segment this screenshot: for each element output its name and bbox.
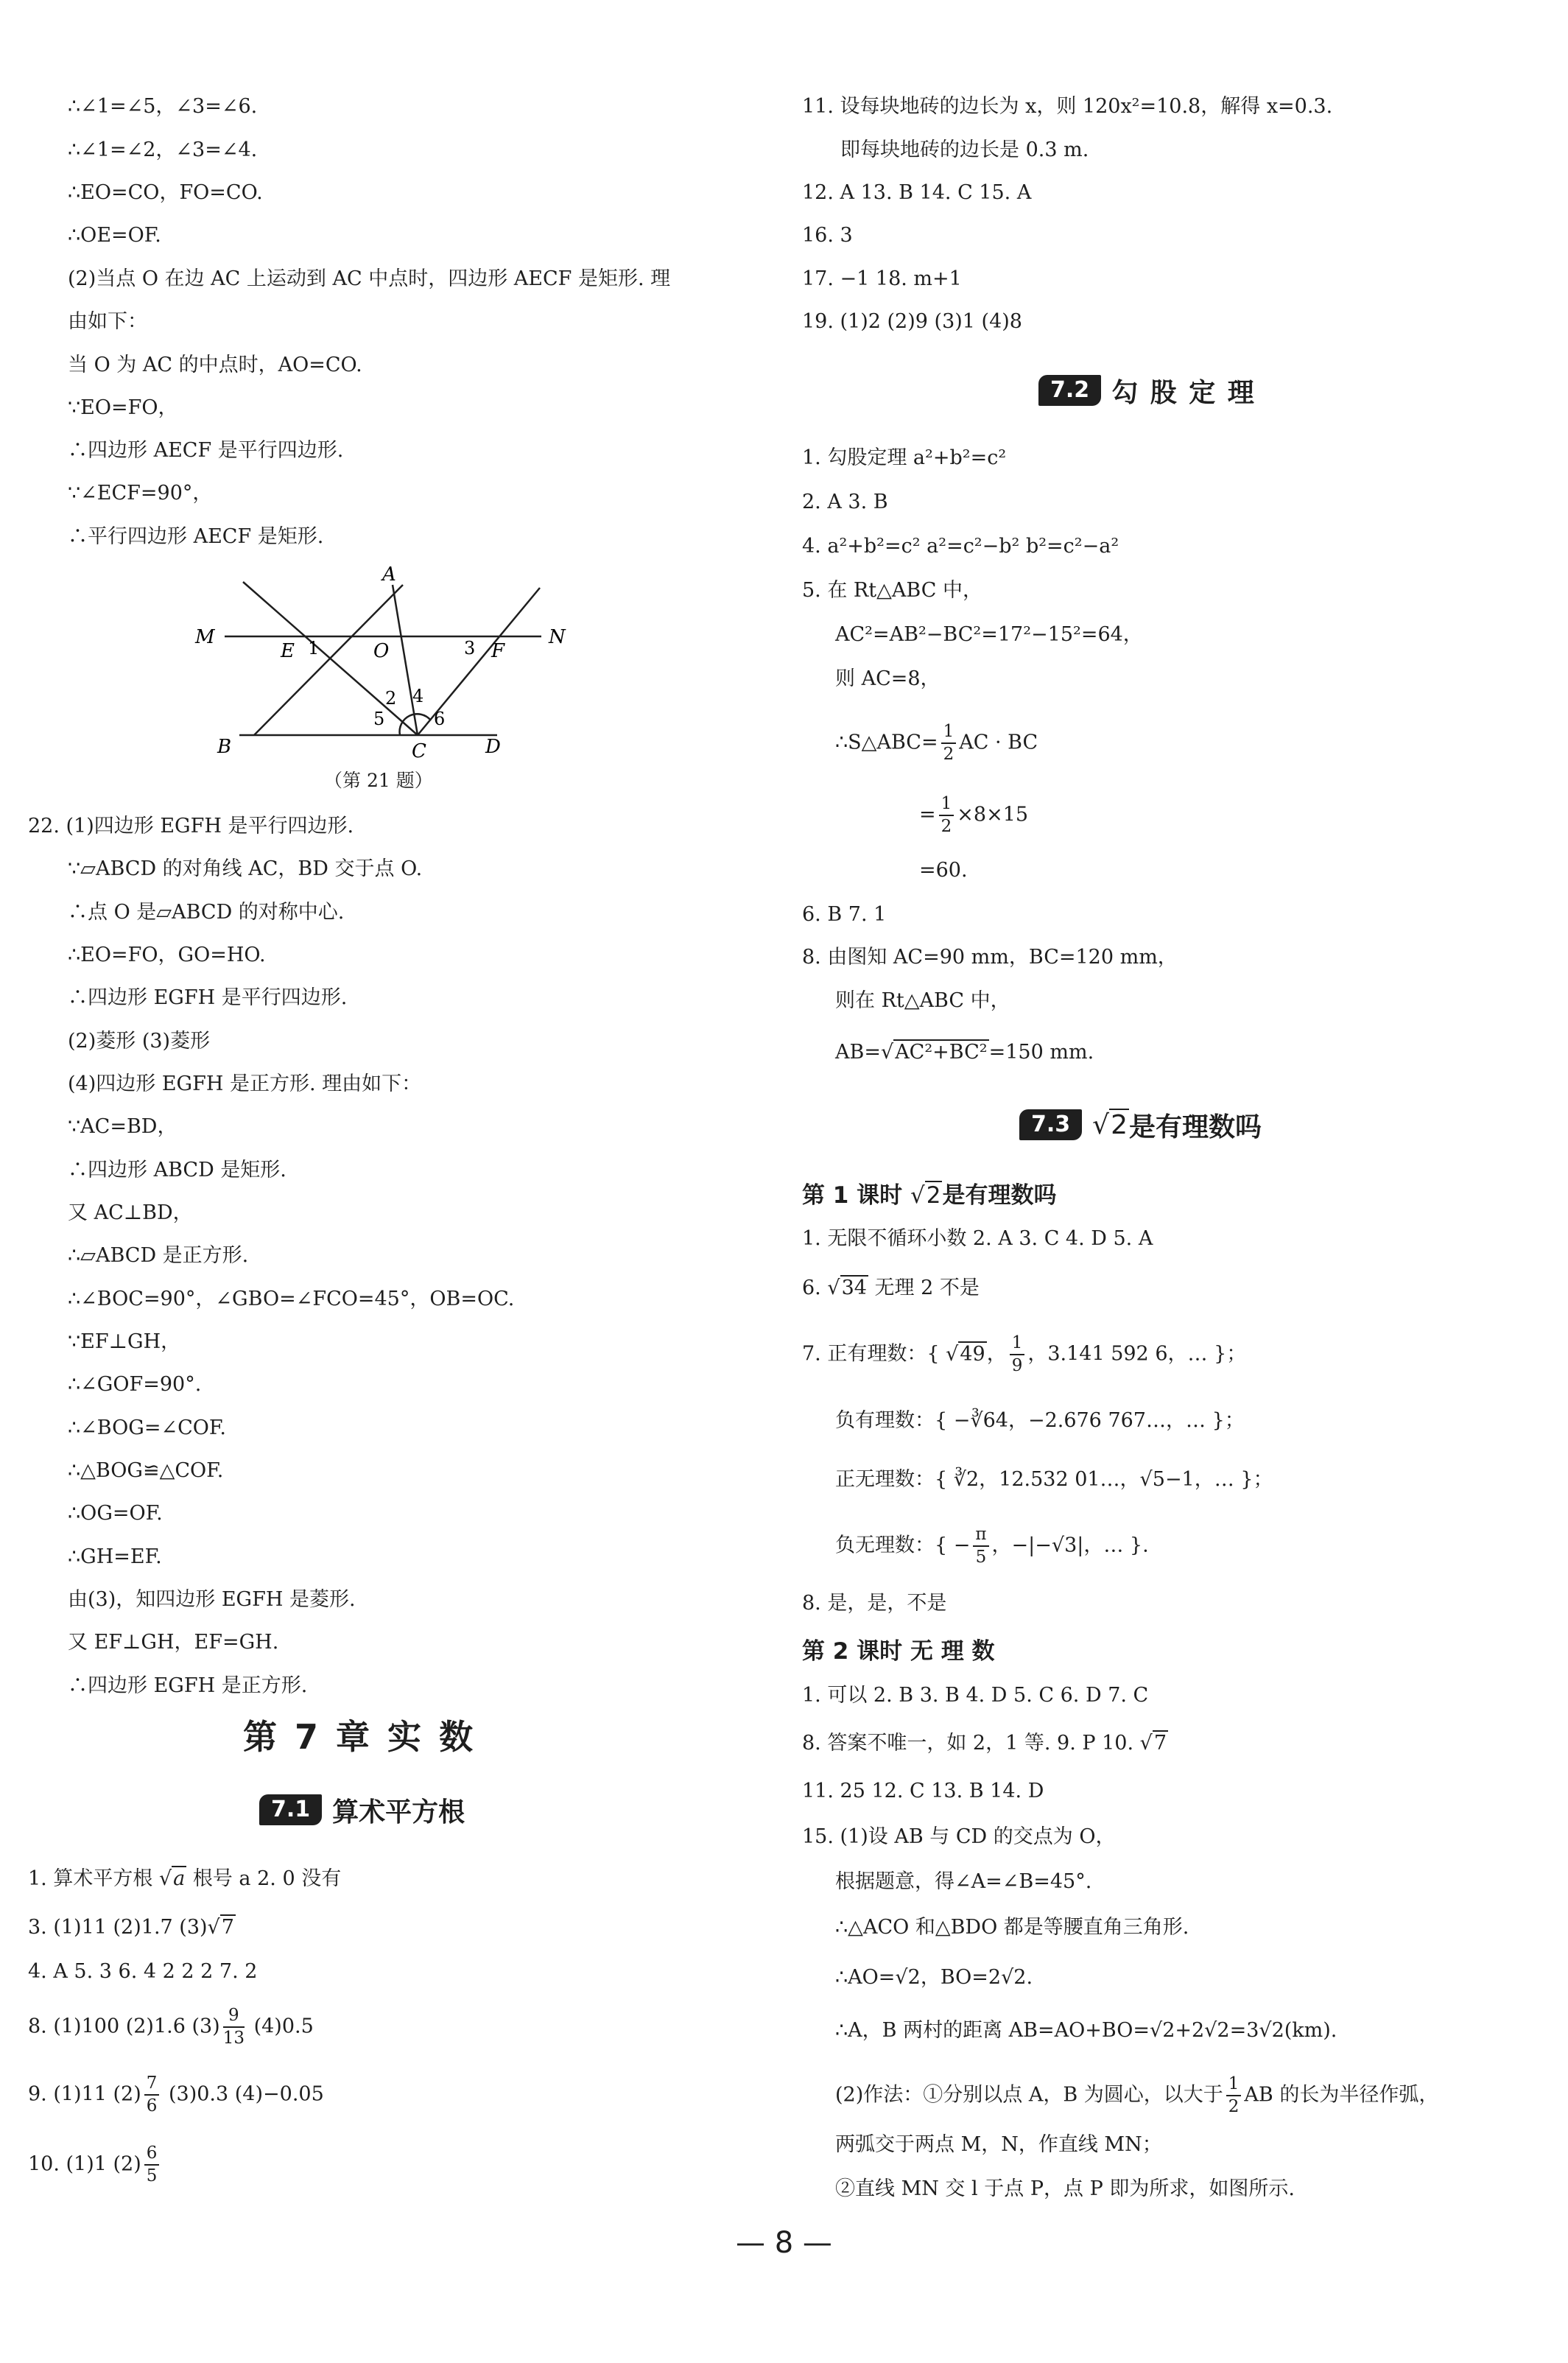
text-line: 8. 由图知 AC=90 mm，BC=120 mm， (802, 946, 1178, 969)
text-part: (4)0.5 (247, 2015, 314, 2038)
section-heading-7-3 (1019, 1106, 1262, 1143)
text-line: 16. 3 (802, 224, 853, 247)
page-number: — 8 — (736, 2226, 832, 2260)
sqrt-expression: √2 (1092, 1109, 1128, 1140)
denominator: 5 (975, 1548, 987, 1567)
numerator: 1 (939, 796, 954, 816)
text-line: 1. 可以 2. B 3. B 4. D 5. C 6. D 7. C (802, 1684, 1149, 1707)
text-part: 8. (1)100 (2)1.6 (3) (28, 2015, 220, 2038)
numerator: π (973, 1526, 988, 1547)
label-e: E (281, 640, 295, 662)
fraction (973, 1526, 988, 1566)
denominator: 6 (146, 2096, 158, 2116)
fraction (223, 2007, 245, 2047)
text-part: 3. (1)11 (2)1.7 (3) (28, 1916, 208, 1939)
text-line: ∴OG=OF. (68, 1502, 163, 1525)
fraction (144, 2145, 160, 2185)
text-part: { (927, 1342, 946, 1366)
sqrt-expression: √34 (827, 1277, 867, 1299)
label-o: O (373, 640, 390, 662)
text-line: ∵EO=FO， (68, 396, 178, 419)
answer-line (28, 2007, 314, 2047)
text-line: (2)菱形 (3)菱形 (68, 1030, 211, 1053)
denominator: 9 (1011, 1356, 1023, 1375)
numerator: 1 (1010, 1335, 1025, 1355)
text-line: 12. A 13. B 14. C 15. A (802, 181, 1032, 204)
section-heading-7-1 (259, 1791, 465, 1828)
text-line: ∴GH=EF. (68, 1545, 162, 1568)
text-part: 1. 算术平方根 (28, 1867, 159, 1890)
geometry-figure-21 (188, 560, 586, 762)
section-badge: 7.1 (259, 1794, 322, 1825)
text-part: 7. 正有理数： (802, 1342, 927, 1366)
text-part: =150 mm. (988, 1041, 1094, 1064)
text-line: ∴点 O 是▱ABCD 的对称中心. (68, 901, 345, 924)
text-line: ∴AO=√2，BO=2√2. (835, 1966, 1033, 1989)
text-line: ∴∠BOG=∠COF. (68, 1416, 226, 1439)
text-line: ∴四边形 EGFH 是正方形. (68, 1674, 308, 1697)
area-formula (835, 723, 1038, 763)
text-line: ∴△ACO 和△BDO 都是等腰直角三角形. (835, 1916, 1189, 1939)
text-part: ，−|−√3|，… }. (991, 1534, 1149, 1557)
text-line: 根据题意，得∠A=∠B=45°. (835, 1870, 1092, 1893)
sqrt-expression: √49 (946, 1342, 985, 1366)
radicand: a (173, 1867, 186, 1890)
text-part: 6. (802, 1277, 828, 1299)
answer-line (28, 1867, 341, 1892)
text-line: ∴∠1=∠5，∠3=∠6. (68, 95, 258, 118)
text-line: ∴▱ABCD 是正方形. (68, 1244, 249, 1267)
text-line: ∴四边形 AECF 是平行四边形. (68, 439, 344, 462)
lesson-heading-1 (802, 1181, 1056, 1210)
numerator: 6 (144, 2145, 160, 2166)
text-line: AC²=AB²−BC²=17²−15²=64， (835, 623, 1143, 646)
text-line: 负有理数：{ −∛64，−2.676 767…，… }； (835, 1409, 1245, 1432)
text-line: 正无理数：{ ∛2，12.532 01…，√5−1，… }； (835, 1468, 1273, 1491)
text-line: ∴EO=CO，FO=CO. (68, 181, 263, 204)
radicand: 7 (1153, 1732, 1167, 1755)
text-line: 19. (1)2 (2)9 (3)1 (4)8 (802, 310, 1022, 333)
fraction (939, 796, 954, 835)
section-title: 算术平方根 (332, 1797, 465, 1827)
sqrt-expression: √7 (1139, 1732, 1167, 1755)
text-line: (2)当点 O 在边 AC 上运动到 AC 中点时，四边形 AECF 是矩形. 理 (68, 267, 671, 290)
text-part: (2)作法：①分别以点 A，B 为圆心，以大于 (835, 2083, 1223, 2107)
answer-line: 4. A 5. 3 6. 4 2 2 2 7. 2 (28, 1960, 258, 1983)
text-line: 又 AC⊥BD， (68, 1201, 193, 1224)
text-line (802, 1276, 980, 1301)
text-line (835, 1040, 1094, 1065)
text-line: 2. A 3. B (802, 491, 888, 513)
text-line: 即每块地砖的边长是 0.3 m. (840, 138, 1089, 161)
text-line (802, 1731, 1168, 1756)
text-line: 5. 在 Rt△ABC 中， (802, 579, 982, 602)
fraction (1010, 1335, 1025, 1374)
text-line: 4. a²+b²=c² a²=c²−b² b²=c²−a² (802, 535, 1119, 558)
text-part: 9. (1)11 (2) (28, 2082, 141, 2106)
text-line: ∴平行四边形 AECF 是矩形. (68, 525, 324, 548)
text-part: ，3.141 592 6，… }； (1027, 1342, 1247, 1366)
fraction (1226, 2076, 1242, 2116)
text-line: 6. B 7. 1 (802, 903, 887, 926)
answer-line (28, 1915, 236, 1940)
text-line: 11. 25 12. C 13. B 14. D (802, 1780, 1044, 1802)
text-part: 负无理数： (835, 1534, 935, 1557)
text-line: 22. (1)四边形 EGFH 是平行四边形. (28, 815, 354, 838)
text-line: 11. 设每块地砖的边长为 x，则 120x²=10.8，解得 x=0.3. (802, 95, 1333, 118)
text-line: 8. 是，是，不是 (802, 1592, 947, 1615)
answer-line (28, 2075, 324, 2115)
label-angle3: 3 (464, 638, 476, 659)
line-ce-ext (243, 582, 418, 735)
text-line: ∵∠ECF=90°， (68, 482, 213, 505)
text-line: 1. 无限不循环小数 2. A 3. C 4. D 5. A (802, 1227, 1153, 1250)
label-d: D (485, 736, 501, 758)
text-line: ∴△BOG≌△COF. (68, 1459, 224, 1482)
label-c: C (412, 740, 426, 762)
text-line: 由(3)，知四边形 EGFH 是菱形. (68, 1588, 356, 1611)
text-line: 17. −1 18. m+1 (802, 267, 962, 290)
text-line: 7. 正有理数：{ √49， $\frac{1}{9}$ ，3.141 592 6，… }； (802, 1333, 1247, 1375)
text-part: (3)0.3 (4)−0.05 (162, 2082, 324, 2106)
numerator: 9 (223, 2007, 245, 2028)
label-n: N (549, 626, 566, 648)
text-line (835, 1526, 1149, 1566)
sqrt-expression: √7 (207, 1916, 234, 1939)
section-badge: 7.2 (1038, 375, 1101, 406)
text-line: ②直线 MN 交 l 于点 P，点 P 即为所求，如图所示. (835, 2177, 1295, 2200)
text-part: ∴S△ABC= (835, 731, 938, 754)
text-line: 由如下： (68, 310, 147, 333)
text-line: ∴EO=FO，GO=HO. (68, 944, 266, 966)
denominator: 2 (941, 817, 952, 836)
lesson-heading-2: 第 2 课时 无 理 数 (802, 1638, 995, 1665)
numerator: 1 (941, 723, 957, 744)
label-angle6: 6 (434, 709, 446, 729)
section-heading-7-2 (1038, 372, 1256, 409)
text-part: AC · BC (959, 731, 1038, 754)
section-title: 是有理数吗 (1129, 1112, 1262, 1142)
numerator: 7 (144, 2075, 160, 2096)
label-f: F (491, 640, 505, 662)
text-part: 根号 a 2. 0 没有 (186, 1867, 342, 1890)
text-part: ×8×15 (957, 803, 1029, 826)
label-a: A (382, 563, 396, 586)
label-m: M (195, 626, 215, 648)
segment-ac (393, 585, 418, 735)
fraction (941, 723, 957, 763)
text-line: ∴∠1=∠2，∠3=∠4. (68, 138, 258, 161)
label-angle4: 4 (412, 686, 424, 706)
label-angle1: 1 (308, 638, 320, 659)
figure-caption: （第 21 题） (324, 770, 433, 791)
radicand: 2 (926, 1182, 941, 1209)
label-b: B (217, 736, 232, 758)
radicand: 34 (841, 1277, 867, 1299)
text-line: 则 AC=8， (835, 667, 941, 690)
text-line (835, 2076, 1438, 2116)
text-line: ∴∠BOC=90°，∠GBO=∠FCO=45°，OB=OC. (68, 1288, 515, 1310)
denominator: 13 (222, 2029, 245, 2048)
lesson-label: 第 1 课时 (802, 1182, 910, 1209)
text-line: 15. (1)设 AB 与 CD 的交点为 O， (802, 1825, 1116, 1848)
sqrt-expression: √2 (910, 1182, 941, 1209)
chapter-title: 第 7 章 实 数 (243, 1717, 477, 1757)
section-title: 勾 股 定 理 (1111, 377, 1256, 408)
text-line: 则在 Rt△ABC 中， (835, 989, 1010, 1012)
radicand: 49 (960, 1342, 985, 1366)
text-part: AB= (835, 1041, 881, 1064)
denominator: 5 (146, 2166, 158, 2185)
sqrt-expression: √AC²+BC² (880, 1041, 988, 1064)
numerator: 1 (1226, 2076, 1242, 2096)
text-line: ∴A，B 两村的距离 AB=AO+BO=√2+2√2=3√2(km). (835, 2019, 1337, 2042)
text-line: ∵EF⊥GH， (68, 1330, 181, 1353)
area-formula-step (919, 796, 1028, 835)
text-line: 两弧交于两点 M，N，作直线 MN； (835, 2133, 1162, 2156)
lesson-title: 是有理数吗 (942, 1182, 1057, 1209)
text-part: AB 的长为半径作弧， (1244, 2083, 1439, 2107)
denominator: 2 (943, 745, 954, 764)
text-part: { − (935, 1534, 971, 1557)
area-result: =60. (919, 859, 968, 882)
radicand: 2 (1111, 1109, 1128, 1140)
text-line: 又 EF⊥GH，EF=GH. (68, 1631, 279, 1654)
radicand: AC²+BC² (895, 1041, 988, 1064)
text-part: = (919, 803, 936, 826)
text-line: 1. 勾股定理 a²+b²=c² (802, 446, 1007, 469)
text-part: 8. 答案不唯一，如 2，1 等. 9. P 10. (802, 1732, 1140, 1755)
text-line: ∴∠GOF=90°. (68, 1373, 202, 1396)
text-line: 当 O 为 AC 的中点时，AO=CO. (68, 354, 362, 376)
label-angle5: 5 (373, 709, 385, 729)
text-line: ∵AC=BD， (68, 1115, 177, 1138)
radicand: 7 (221, 1916, 234, 1939)
text-line: ∵▱ABCD 的对角线 AC，BD 交于点 O. (68, 857, 423, 880)
sqrt-expression: √a (158, 1867, 186, 1890)
label-angle2: 2 (385, 688, 397, 709)
section-badge: 7.3 (1019, 1109, 1082, 1140)
denominator: 2 (1228, 2097, 1240, 2116)
text-line: ∴四边形 ABCD 是矩形. (68, 1159, 286, 1182)
text-part: 10. (1)1 (2) (28, 2152, 141, 2176)
text-line: ∴OE=OF. (68, 224, 161, 247)
text-line: (4)四边形 EGFH 是正方形. 理由如下： (68, 1072, 422, 1095)
text-part: 无理 2 不是 (868, 1277, 980, 1299)
answer-line (28, 2145, 162, 2185)
fraction (144, 2075, 160, 2115)
text-line: ∴四边形 EGFH 是平行四边形. (68, 986, 348, 1009)
